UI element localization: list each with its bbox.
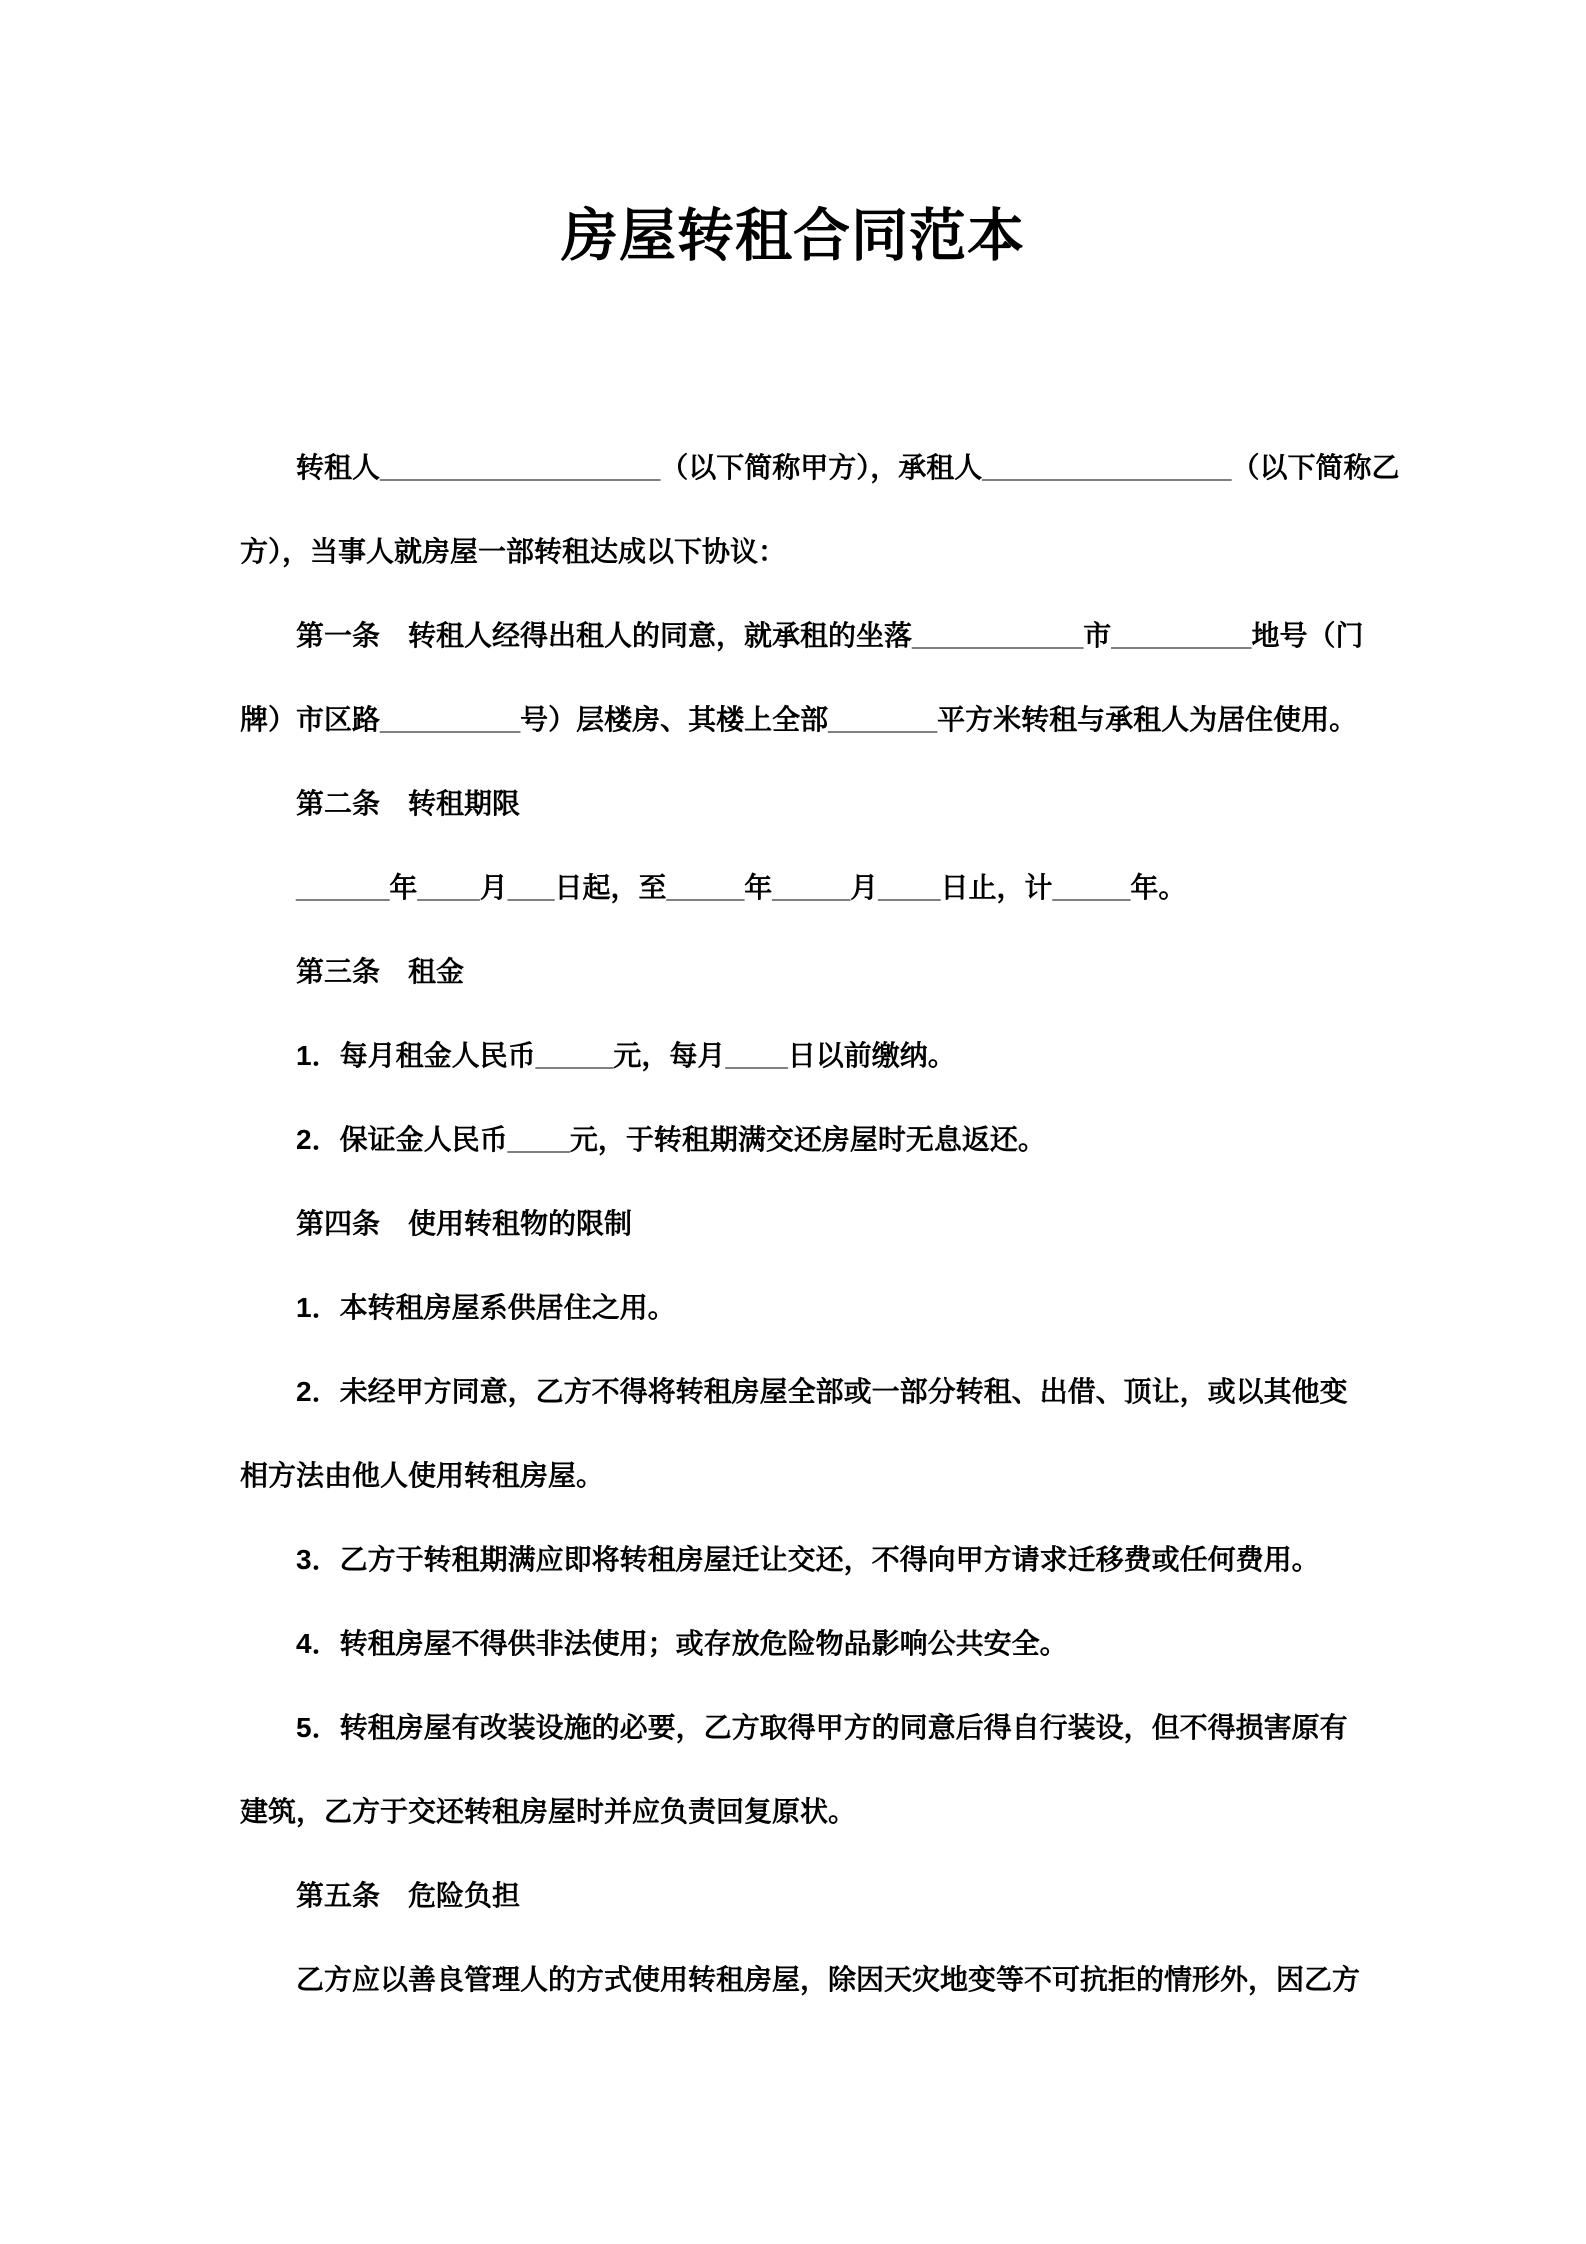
list-item-line: 4．转租房屋不得供非法使用；或存放危险物品影响公共安全。 — [296, 1628, 1068, 1659]
list-item-line: 3．乙方于转租期满应即将转租房屋迁让交还，不得向甲方请求迁移费或任何费用。 — [296, 1544, 1320, 1575]
paragraph-line: ______年____月___日起，至_____年_____月____日止，计_____年。 — [296, 872, 1187, 903]
clause-heading: 第三条 租金 — [296, 956, 465, 987]
list-item-line: 1．每月租金人民币_____元，每月____日以前缴纳。 — [296, 1040, 956, 1071]
paragraph-line: 方），当事人就房屋一部转租达成以下协议： — [240, 536, 787, 567]
clause-heading: 第五条 危险负担 — [296, 1880, 521, 1911]
paragraph-line: 转租人__________________（以下简称甲方），承租人________________（以下简称乙 — [296, 452, 1400, 483]
contract-body — [0, 426, 1586, 2022]
list-item-line: 5．转租房屋有改装设施的必要，乙方取得甲方的同意后得自行装设，但不得损害原有 — [296, 1712, 1348, 1743]
paragraph-line: 牌）市区路_________号）层楼房、其楼上全部_______平方米转租与承租人为居住使用。 — [240, 704, 1358, 735]
clause-line: 第一条 转租人经得出租人的同意，就承租的坐落___________市_________地号（门 — [296, 620, 1364, 651]
document-title: 房屋转租合同范本 — [561, 204, 1025, 268]
paragraph-line: 建筑，乙方于交还转租房屋时并应负责回复原状。 — [240, 1796, 857, 1827]
list-item-line: 2．未经甲方同意，乙方不得将转租房屋全部或一部分转租、出借、顶让，或以其他变 — [296, 1376, 1348, 1407]
paragraph-line: 乙方应以善良管理人的方式使用转租房屋，除因天灾地变等不可抗拒的情形外，因乙方 — [296, 1964, 1361, 1995]
paragraph-line: 相方法由他人使用转租房屋。 — [240, 1460, 605, 1491]
list-item-line: 2．保证金人民币____元，于转租期满交还房屋时无息返还。 — [296, 1124, 1046, 1155]
clause-heading: 第四条 使用转租物的限制 — [296, 1208, 633, 1239]
clause-heading: 第二条 转租期限 — [296, 788, 521, 819]
list-item-line: 1．本转租房屋系供居住之用。 — [296, 1292, 676, 1323]
